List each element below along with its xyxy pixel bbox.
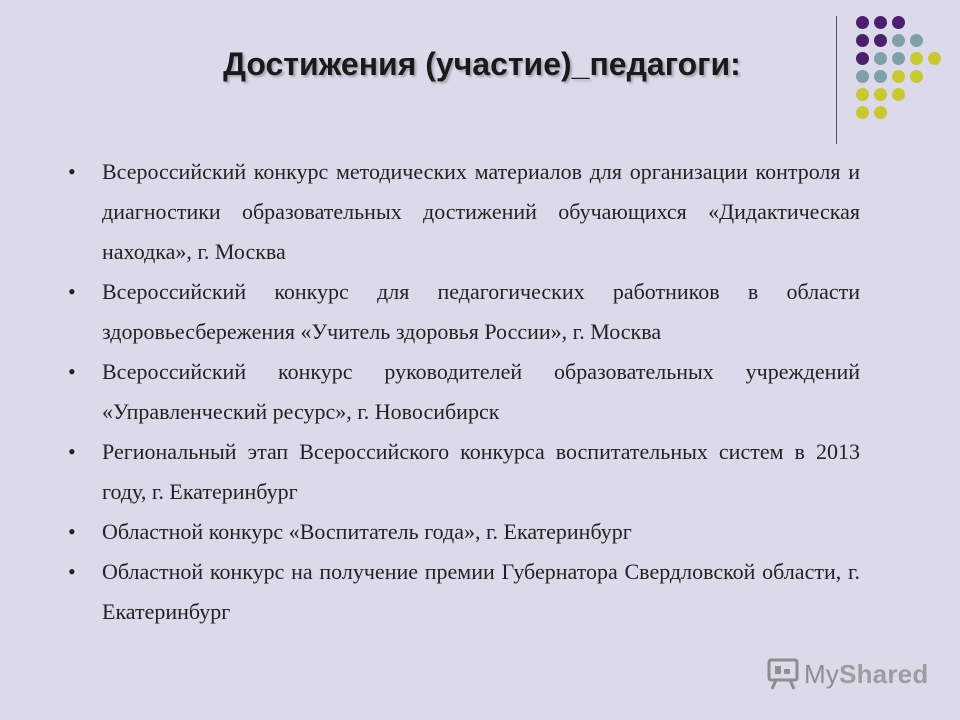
list-item: • Всероссийский конкурс руководителей образовательных учреждений «Управленческий ресурс», г. Новосибирск — [66, 352, 860, 432]
decorative-dot — [892, 88, 905, 101]
decorative-dot — [874, 70, 887, 83]
list-item: • Региональный этап Всероссийского конкурса воспитательных систем в 2013 году, г. Екатеринбург — [66, 432, 860, 512]
decorative-dot — [892, 34, 905, 47]
decorative-dot — [874, 106, 887, 119]
list-item: • Областной конкурс «Воспитатель года», г. Екатеринбург — [66, 512, 860, 552]
decorative-dot — [856, 70, 869, 83]
decorative-dot — [910, 70, 923, 83]
decorative-dot — [892, 70, 905, 83]
watermark-prefix: My — [804, 658, 840, 689]
list-item: • Всероссийский конкурс методических материалов для организации контроля и диагностики образовательных достижений обучающихся «Дидактическая находка», г. Москва — [66, 152, 860, 272]
myshared-watermark — [766, 654, 928, 694]
decorative-vertical-line — [836, 16, 837, 144]
list-item: • Всероссийский конкурс для педагогических работников в области здоровьесбережения «Учитель здоровья России», г. Москва — [66, 272, 860, 352]
decorative-dot — [874, 16, 887, 29]
decorative-dot — [856, 52, 869, 65]
decorative-dot — [874, 52, 887, 65]
presentation-board-icon — [766, 657, 800, 691]
decorative-dot — [928, 52, 941, 65]
decorative-dot — [856, 16, 869, 29]
decorative-dot — [856, 88, 869, 101]
slide-title: Достижения (участие)_педагоги: — [223, 46, 741, 82]
decorative-dot-grid — [852, 14, 952, 144]
decorative-dot — [910, 52, 923, 65]
achievements-list — [66, 152, 860, 632]
watermark-suffix: Shared — [839, 658, 929, 689]
decorative-dot — [874, 34, 887, 47]
decorative-dot — [892, 16, 905, 29]
list-item: • Областной конкурс на получение премии Губернатора Свердловской области, г. Екатеринбург — [66, 552, 860, 632]
decorative-dot — [856, 34, 869, 47]
decorative-dot — [874, 88, 887, 101]
decorative-dot — [856, 106, 869, 119]
decorative-dot — [892, 52, 905, 65]
decorative-dot — [910, 34, 923, 47]
